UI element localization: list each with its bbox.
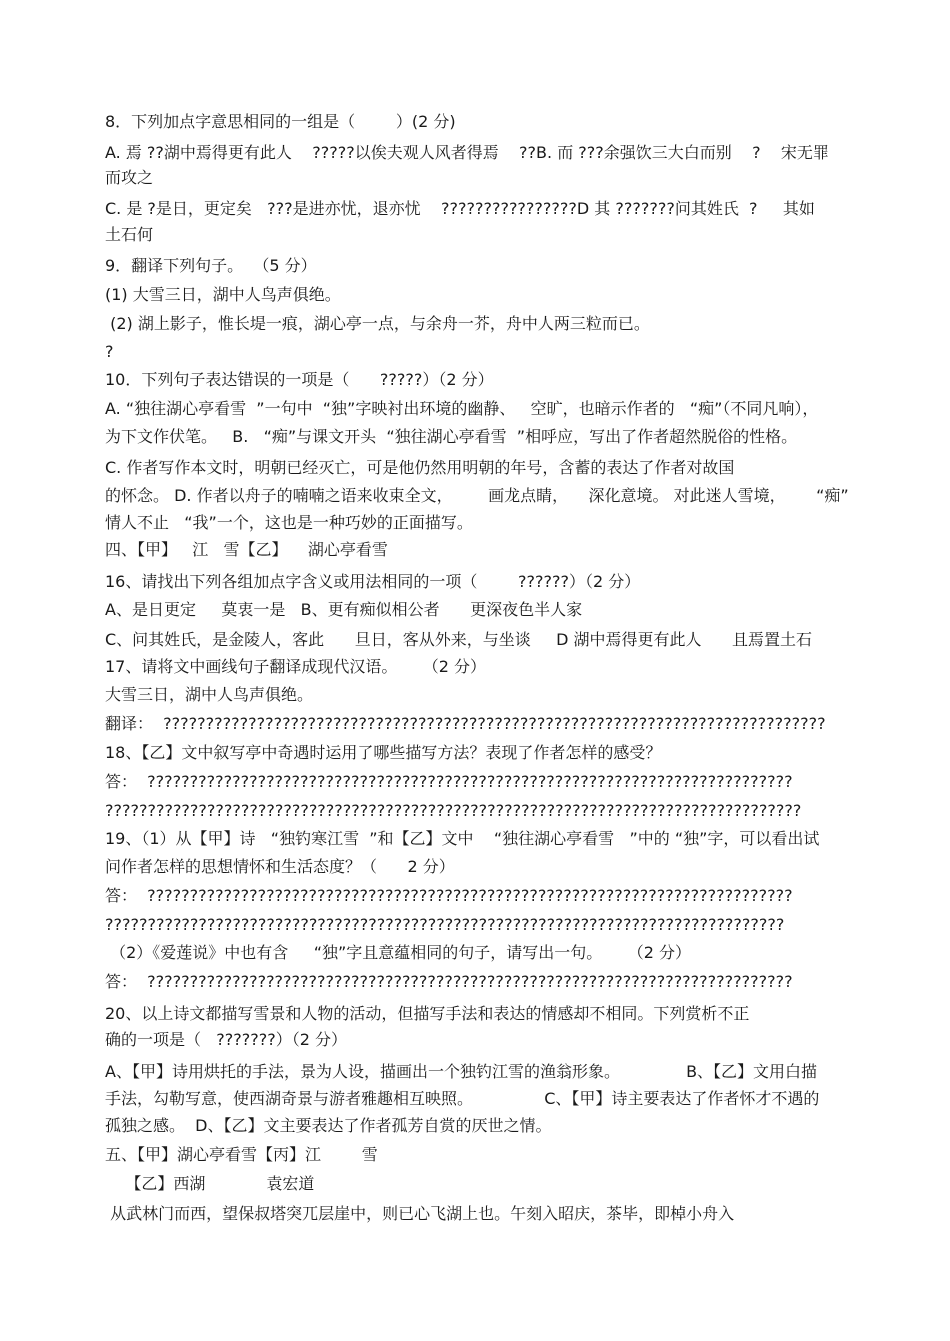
passage-title: 【乙】西湖 袁宏道: [105, 1174, 315, 1193]
q16-option-ab: A、是日更定 莫衷一是 B、更有痴似相公者 更深夜色半人家: [105, 600, 583, 619]
q18-answer-line-1: 答： ????????????????????????????????????????????????????????????????????????????: [105, 772, 793, 791]
passage-text: 从武林门而西，望保叔塔突兀层崖中，则已心飞湖上也。午刻入昭庆，茶毕，即棹小舟入: [105, 1204, 735, 1223]
q19-part-2-answer-line: 答： ????????????????????????????????????????????????????????????????????????????: [105, 972, 793, 991]
q8-option-ab: A. 焉 ??湖中焉得更有此人 ?????以俟夫观人风者得焉 ??B. 而 ???余强饮三大白而别 ? 宋无罪: [105, 143, 829, 162]
q17-answer-line: 翻译： ??????????????????????????????????????????????????????????????????????????????: [105, 714, 826, 733]
q20-option-ab: A、【甲】诗用烘托的手法，景为人设，描画出一个独钓江雪的渔翁形象。 B、【乙】文用白描: [105, 1062, 818, 1081]
q8-option-ab-cont: 而攻之: [105, 168, 154, 187]
q17-stem: 17、请将文中画线句子翻译成现代汉语。 （2 分）: [105, 657, 487, 676]
q10-option-b: 为下文作伏笔。 B. “痴”与课文开头 “独往湖心亭看雪 ”相呼应，写出了作者超然脱俗的性格。: [105, 427, 798, 446]
q20-option-cd: 孤独之感。 D、【乙】文主要表达了作者孤芳自赏的厌世之情。: [105, 1116, 552, 1135]
q9-stem: 9．翻译下列句子。 （5 分）: [105, 256, 317, 275]
q9-sentence-2: (2) 湖上影子，惟长堤一痕，湖心亭一点，与余舟一芥，舟中人两三粒而已。: [105, 314, 650, 333]
q9-answer-placeholder: ?: [105, 342, 114, 361]
q19-stem-cont: 问作者怎样的思想情怀和生活态度？（ 2 分）: [105, 857, 455, 876]
q10-option-d-cont: 情人不止 “我”一个，这也是一种巧妙的正面描写。: [105, 513, 473, 532]
q18-answer-line-2: ??????????????????????????????????????????????????????????????????????????????????: [105, 801, 802, 820]
q19-stem: 19、（1）从【甲】诗 “独钓寒江雪 ”和【乙】文中 “独往湖心亭看雪 ”中的 “独”字，可以看出试: [105, 829, 820, 848]
q9-sentence-1: (1) 大雪三日，湖中人鸟声俱绝。: [105, 285, 341, 304]
q20-stem-cont: 确的一项是（ ???????）（2 分）: [105, 1030, 347, 1049]
q19-part-2-stem: （2）《爱莲说》中也有含 “独”字且意蕴相同的句子，请写出一句。 （2 分）: [105, 943, 691, 962]
q16-option-cd: C、问其姓氏，是金陵人，客此 旦日，客从外来，与坐谈 D 湖中焉得更有此人 且焉置土石: [105, 630, 813, 649]
q16-stem: 16、请找出下列各组加点字含义或用法相同的一项（ ??????）（2 分）: [105, 572, 641, 591]
q8-option-cd: C. 是 ?是日，更定矣 ???是进亦忧，退亦忧 ????????????????D 其 ???????问其姓氏 ? 其如: [105, 199, 815, 218]
q10-stem: 10．下列句子表达错误的一项是（ ?????）（2 分）: [105, 370, 494, 389]
q19-answer-line-2: ????????????????????????????????????????????????????????????????????????????????: [105, 915, 785, 934]
q20-option-bc: 手法，勾勒写意，使西湖奇景与游者雅趣相互映照。 C、【甲】诗主要表达了作者怀才不遇的: [105, 1089, 820, 1108]
q10-option-c: C. 作者写作本文时，明朝已经灭亡，可是他仍然用明朝的年号，含蓄的表达了作者对故国: [105, 458, 735, 477]
q18-stem: 18、【乙】文中叙写亭中奇遇时运用了哪些描写方法？表现了作者怎样的感受？: [105, 743, 662, 762]
q10-option-cd: 的怀念。 D. 作者以舟子的喃喃之语来收束全文， 画龙点睛， 深化意境。 对此迷人雪境， “痴”: [105, 486, 849, 505]
q10-option-a: A. “独往湖心亭看雪 ”一句中 “独”字映衬出环境的幽静、 空旷，也暗示作者的 “痴”（不同凡响），: [105, 399, 819, 418]
q20-stem: 20、以上诗文都描写雪景和人物的活动，但描写手法和表达的情感却不相同。下列赏析不正: [105, 1004, 750, 1023]
q17-sentence: 大雪三日，湖中人鸟声俱绝。: [105, 685, 314, 704]
q19-answer-line-1: 答： ????????????????????????????????????????????????????????????????????????????: [105, 886, 793, 905]
section-4-heading: 四、【甲】 江 雪【乙】 湖心亭看雪: [105, 540, 388, 559]
section-5-heading: 五、【甲】湖心亭看雪【丙】江 雪: [105, 1145, 378, 1164]
q8-stem: 8．下列加点字意思相同的一组是（ ）(2 分): [105, 112, 456, 131]
q8-option-cd-cont: 土石何: [105, 225, 154, 244]
